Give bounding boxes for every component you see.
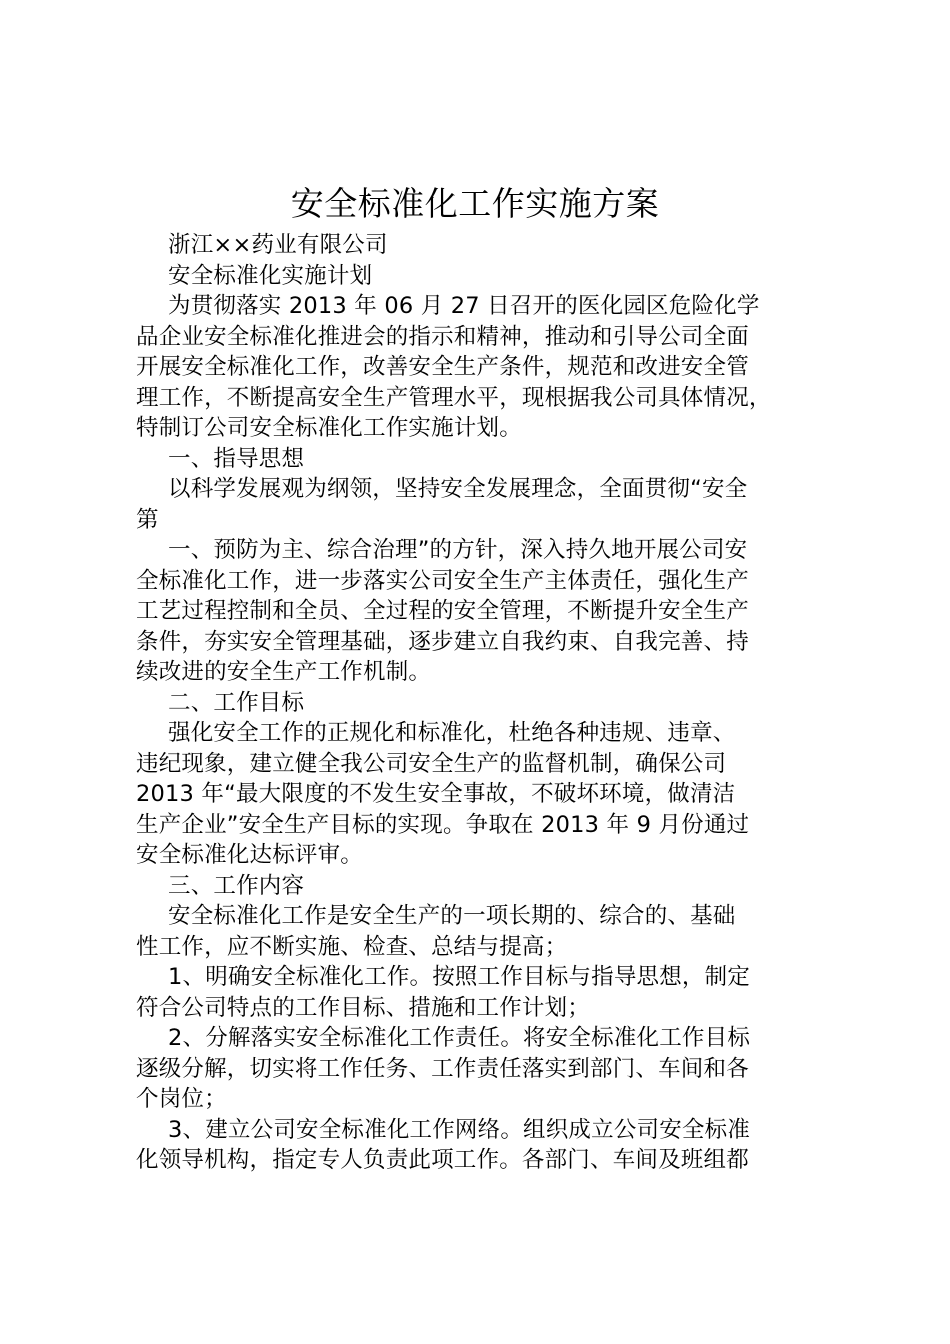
paragraph-line: 化领导机构，指定专人负责此项工作。各部门、车间及班组都 (136, 1147, 749, 1173)
paragraph-line: 强化安全工作的正规化和标准化，杜绝各种违规、违章、 (168, 720, 736, 746)
paragraph-line: 生产企业”安全生产目标的实现。争取在 2013 年 9 月份通过 (136, 811, 750, 838)
paragraph-line: 安全标准化实施计划 (168, 262, 373, 289)
paragraph-line: 安全标准化达标评审。 (136, 842, 364, 868)
document-body (136, 230, 836, 1176)
paragraph-line: 条件，夯实安全管理基础，逐步建立自我约束、自我完善、持 (136, 628, 749, 655)
paragraph-line: 一、预防为主、综合治理”的方针，深入持久地开展公司安 (168, 537, 748, 563)
paragraph-line: 二、工作目标 (168, 689, 305, 716)
paragraph-line: 逐级分解，切实将工作任务、工作责任落实到部门、车间和各 (136, 1055, 749, 1082)
paragraph-line: 个岗位； (136, 1086, 227, 1112)
paragraph-line: 理工作，不断提高安全生产管理水平，现根据我公司具体情况， (136, 384, 772, 411)
paragraph-line: 三、工作内容 (168, 872, 305, 899)
paragraph-line: 以科学发展观为纲领，坚持安全发展理念，全面贯彻“安全 (168, 476, 748, 502)
paragraph-line: 2013 年“最大限度的不发生安全事故，不破坏环境，做清洁 (136, 781, 736, 807)
paragraph-line: 3、建立公司安全标准化工作网络。组织成立公司安全标准 (168, 1116, 751, 1143)
paragraph-line: 性工作，应不断实施、检查、总结与提高； (136, 933, 568, 960)
paragraph-line: 安全标准化工作是安全生产的一项长期的、综合的、基础 (168, 903, 736, 929)
paragraph-line: 工艺过程控制和全员、全过程的安全管理，不断提升安全生产 (136, 598, 749, 624)
paragraph-line: 2、分解落实安全标准化工作责任。将安全标准化工作目标 (168, 1025, 751, 1051)
document-title: 安全标准化工作实施方案 (290, 184, 660, 223)
paragraph-line: 浙江××药业有限公司 (168, 232, 388, 258)
paragraph-line: 一、指导思想 (168, 445, 305, 472)
paragraph-line: 品企业安全标准化推进会的指示和精神，推动和引导公司全面 (136, 323, 749, 350)
paragraph-line: 开展安全标准化工作，改善安全生产条件，规范和改进安全管 (136, 354, 749, 380)
paragraph-line: 续改进的安全生产工作机制。 (136, 659, 432, 685)
paragraph-line: 第 (136, 506, 159, 533)
paragraph-line: 1、明确安全标准化工作。按照工作目标与指导思想，制定 (168, 964, 751, 990)
paragraph-line: 符合公司特点的工作目标、措施和工作计划； (136, 994, 591, 1021)
paragraph-line: 特制订公司安全标准化工作实施计划。 (136, 415, 522, 441)
paragraph-line: 违纪现象，建立健全我公司安全生产的监督机制，确保公司 (136, 750, 727, 777)
paragraph-line: 为贯彻落实 2013 年 06 月 27 日召开的医化园区危险化学 (168, 293, 760, 319)
paragraph-line: 全标准化工作，进一步落实公司安全生产主体责任，强化生产 (136, 567, 749, 594)
